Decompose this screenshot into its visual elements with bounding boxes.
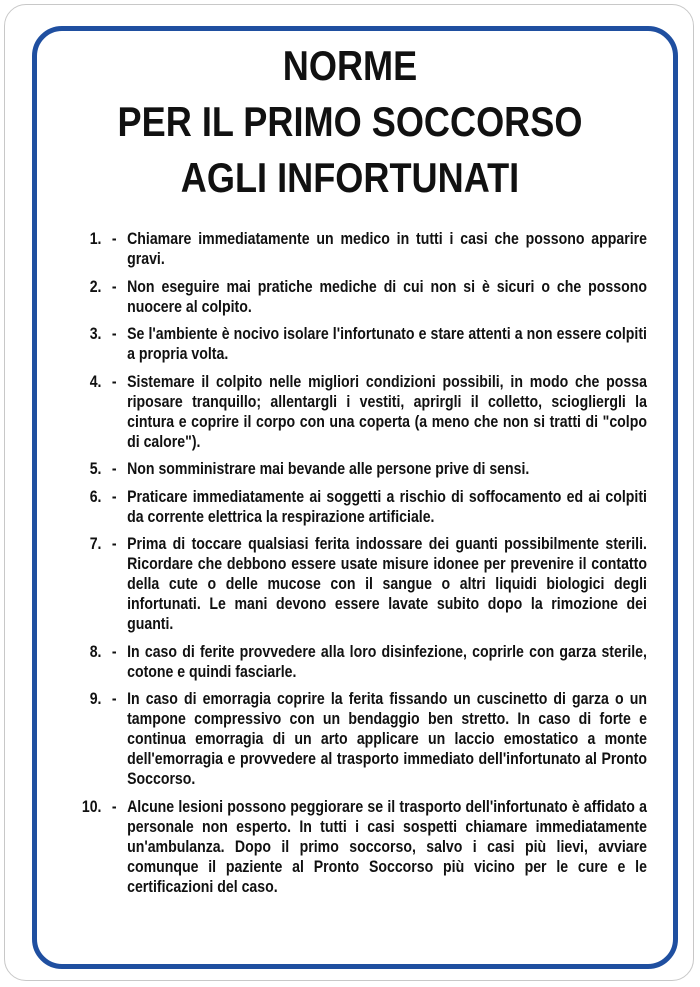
title-line: PER IL PRIMO SOCCORSO (117, 98, 583, 145)
item-dash: - (111, 372, 117, 391)
item-dash: - (111, 325, 117, 343)
item-text: Non eseguire mai pratiche mediche di cui non si è sicuri o che possono nuocere al colpito. (127, 277, 647, 316)
list-item (57, 324, 647, 364)
item-text: Chiamare immediatamente un medico in tutti i casi che possono apparire gravi. (127, 230, 647, 268)
item-dash: - (111, 230, 117, 248)
item-number: 1. (89, 230, 102, 248)
item-dash: - (111, 535, 117, 553)
item-text: Non somministrare mai bevande alle persone prive di sensi. (127, 460, 530, 478)
rules-list (57, 229, 647, 904)
item-text: In caso di ferite provvedere alla loro disinfezione, coprirle con garza sterile, cotone e quindi fasciarle. (127, 642, 647, 681)
item-number: 3. (89, 325, 102, 343)
list-item (57, 797, 647, 897)
item-number: 2. (89, 277, 102, 296)
list-item (57, 534, 647, 634)
item-dash: - (111, 460, 117, 478)
list-item (57, 229, 647, 269)
list-item (57, 459, 647, 479)
list-item (57, 642, 647, 682)
item-text: Prima di toccare qualsiasi ferita indossare dei guanti possibilmente sterili. Ricordare che debbono essere usate misure idonee per prevenire il contatto della cute o delle mucose con il sangue o altri liquidi biologici degli infortunati. Le mani devono essere lavate subito dopo la rimozione dei guanti. (127, 535, 647, 633)
item-number: 7. (89, 535, 102, 553)
item-dash: - (111, 277, 117, 296)
item-number: 10. (81, 797, 102, 816)
item-dash: - (111, 690, 117, 708)
title-line: AGLI INFORTUNATI (180, 154, 520, 201)
item-number: 8. (89, 642, 102, 661)
sign-title (0, 38, 700, 206)
item-text: Se l'ambiente è nocivo isolare l'infortunato e stare attenti a non essere colpiti a propria volta. (127, 325, 647, 363)
item-dash: - (111, 642, 117, 661)
list-item (57, 277, 647, 317)
item-text: In caso di emorragia coprire la ferita fissando un cuscinetto di garza o un tampone compressivo con un bendaggio ben stretto. In caso di forte e continua emorragia di un arto applicare un laccio emostatico a monte dell'emorragia e provvedere al trasporto immediato dell'infortunato al Pronto Soccorso. (127, 690, 647, 788)
item-number: 6. (89, 487, 102, 506)
list-item (57, 372, 647, 452)
item-text: Praticare immediatamente ai soggetti a rischio di soffocamento ed ai colpiti da corrente elettrica la respirazione artificiale. (127, 487, 647, 526)
item-number: 9. (89, 690, 102, 708)
item-text: Alcune lesioni possono peggiorare se il trasporto dell'infortunato è affidato a personale non esperto. In tutti i casi sospetti chiamare immediatamente un'ambulanza. Dopo il primo soccorso, salvo i casi più lievi, avviare comunque il paziente al Pronto Soccorso più vicino per le cure e le certificazioni del caso. (127, 797, 647, 896)
item-dash: - (111, 797, 117, 816)
title-line: NORME (282, 42, 418, 89)
item-text: Sistemare il colpito nelle migliori condizioni possibili, in modo che possa riposare tranquillo; allentargli i vestiti, aprirgli il colletto, sciogliergli la cintura e coprire il corpo con una coperta (a meno che non si tratti di "colpo di calore"). (127, 372, 647, 451)
item-number: 5. (89, 460, 102, 478)
list-item (57, 487, 647, 527)
list-item (57, 689, 647, 789)
item-dash: - (111, 487, 117, 506)
item-number: 4. (89, 372, 102, 391)
